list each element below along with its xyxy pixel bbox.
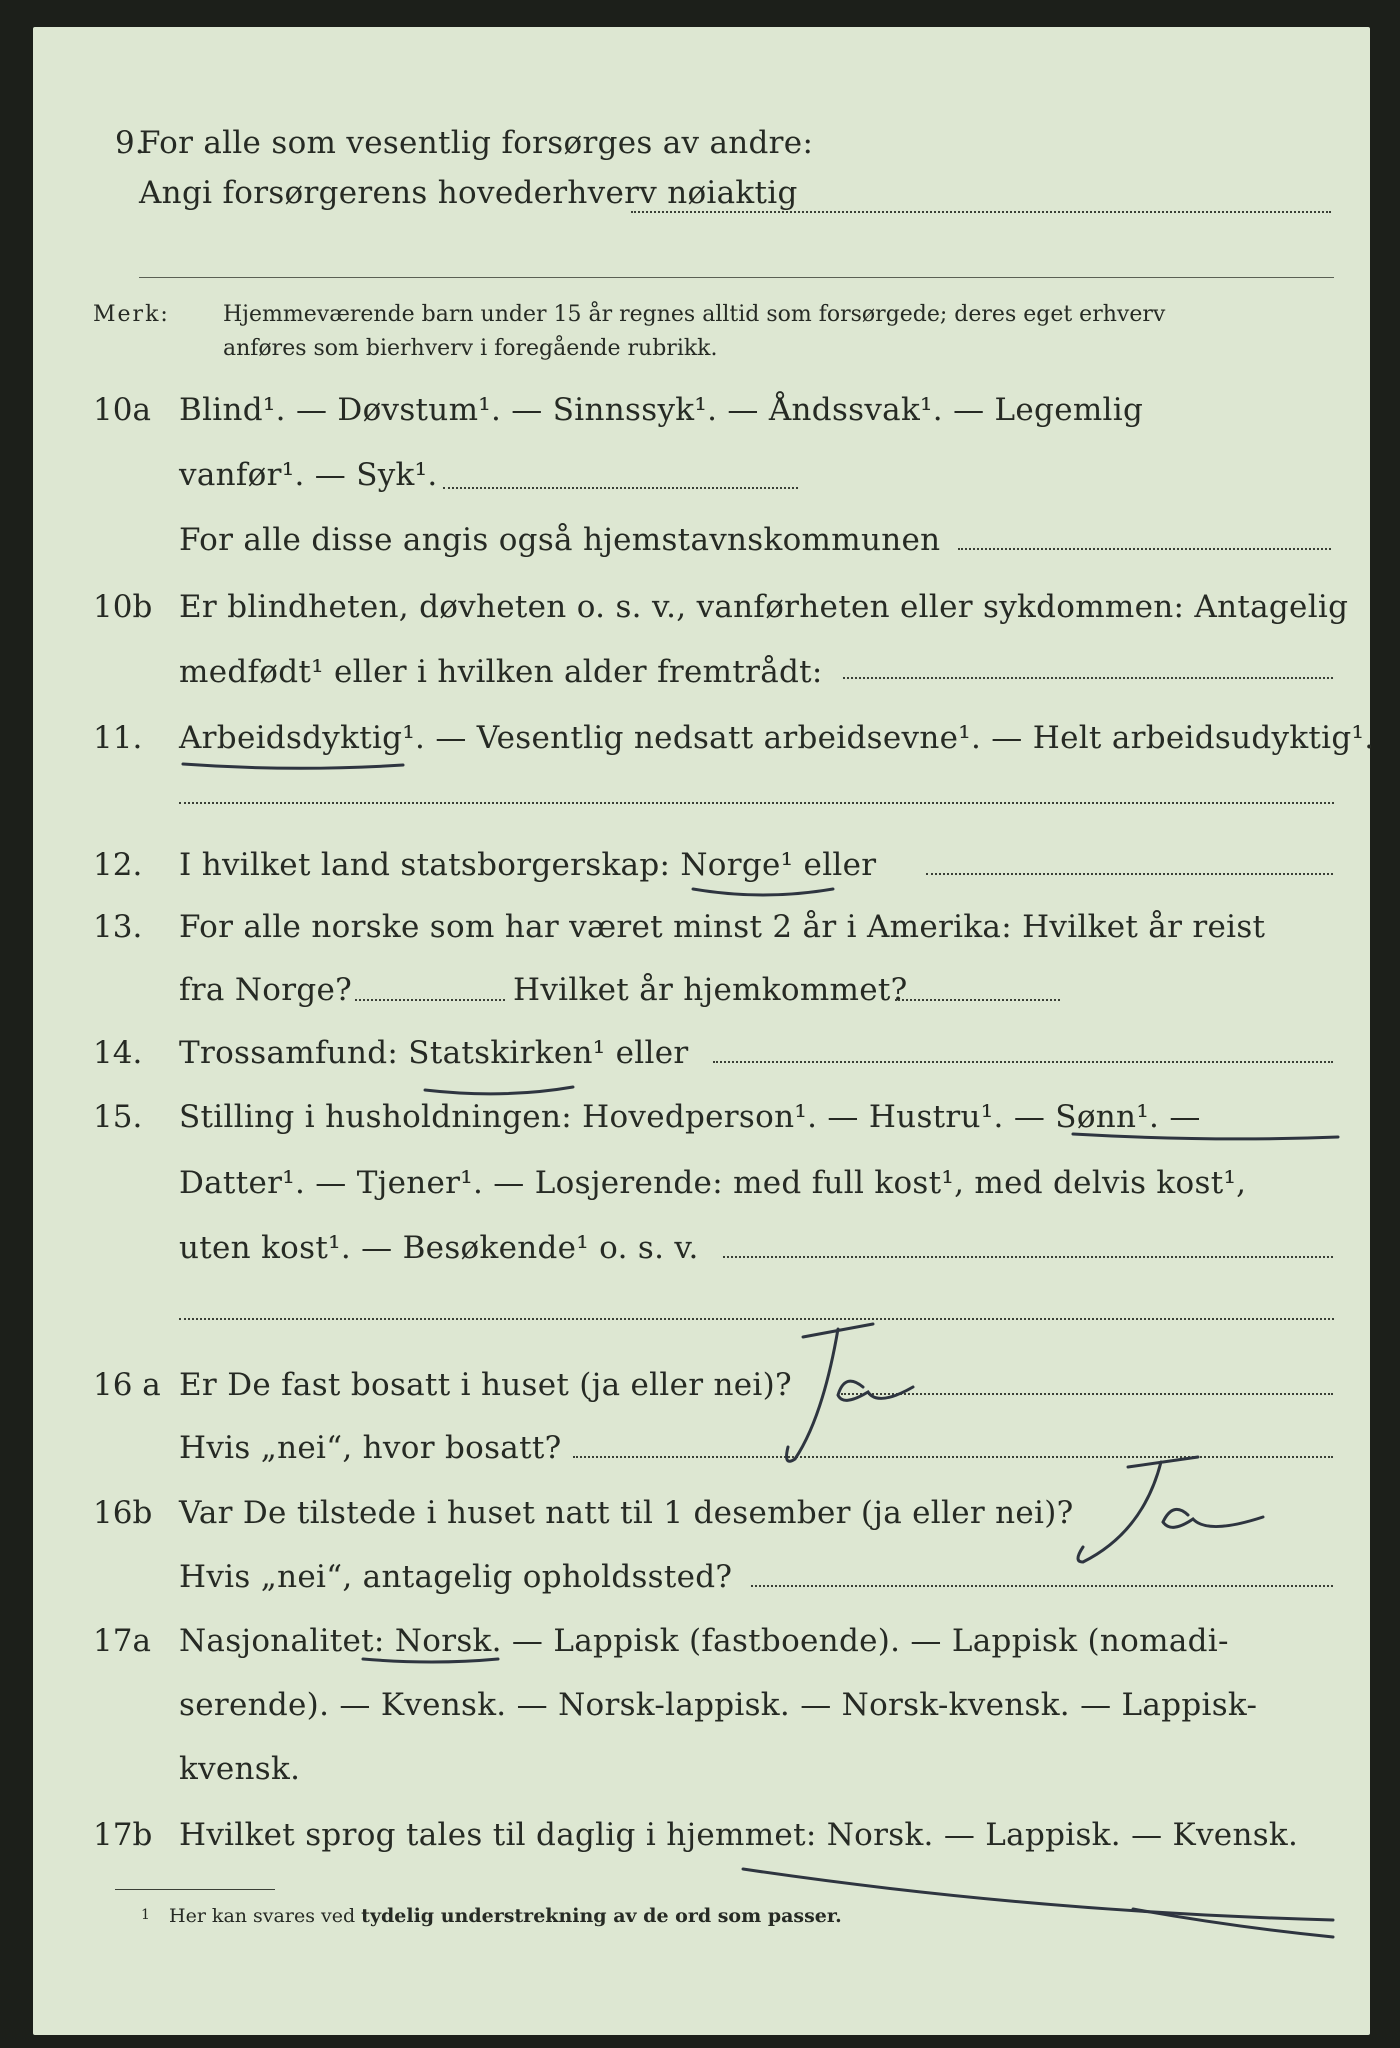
q14-line1: Trossamfund: Statskirken¹ eller: [179, 1035, 689, 1071]
merk-line2: anføres som bierhverv i foregående rubrikk.: [223, 336, 718, 361]
census-form-page: [33, 27, 1375, 2035]
q17b-number: 17b: [93, 1817, 153, 1853]
q13-line2a: fra Norge?: [179, 972, 353, 1008]
q10b-line1: Er blindheten, døvheten o. s. v., vanførheten eller sykdommen: Antagelig: [179, 589, 1349, 625]
underline-statskirken: [425, 1087, 573, 1094]
q16a-answer: [883, 1357, 885, 1358]
handwriting-layer: [33, 27, 1370, 2035]
q10b-line2: medfødt¹ eller i hvilken alder fremtrådt:: [179, 654, 823, 690]
underline-norsk-17b-end: [1133, 1909, 1333, 1937]
merk-line1: Hjemmeværende barn under 15 år regnes alltid som forsørgede; deres eget erhverv: [223, 302, 1166, 327]
q9-number: 9.: [115, 125, 145, 161]
q10b-number: 10b: [93, 589, 153, 625]
q16b-line2: Hvis „nei“, antagelig opholdssted?: [179, 1559, 733, 1595]
underline-arbeidsdyktig: [183, 764, 403, 768]
q17a-line3: kvensk.: [179, 1751, 301, 1787]
q15-line2: Datter¹. — Tjener¹. — Losjerende: med full kost¹, med delvis kost¹,: [179, 1165, 1247, 1201]
q10a-line3: For alle disse angis også hjemstavnskommunen: [179, 522, 941, 558]
underline-norsk-17a: [363, 1659, 498, 1662]
merk-label: Merk:: [93, 302, 170, 327]
q9-line1: For alle som vesentlig forsørges av andre:: [139, 125, 814, 161]
q15-number: 15.: [93, 1099, 143, 1135]
q12-line1: I hvilket land statsborgerskap: Norge¹ eller: [179, 847, 877, 883]
q16b-answer: [1213, 1487, 1215, 1488]
q17a-line1: Nasjonalitet: Norsk. — Lappisk (fastboende). — Lappisk (nomadi-: [179, 1623, 1229, 1659]
handwriting-ja-16a-a: [838, 1381, 913, 1400]
q16b-number: 16b: [93, 1495, 153, 1531]
underline-sonn: [1073, 1134, 1338, 1139]
q9-line2: Angi forsørgerens hovederhverv nøiaktig: [139, 175, 798, 211]
q16b-line1: Var De tilstede i huset natt til 1 desember (ja eller nei)?: [179, 1495, 1074, 1531]
q10a-line1: Blind¹. — Døvstum¹. — Sinnssyk¹. — Åndssvak¹. — Legemlig: [179, 392, 1144, 428]
q13-line2b: Hvilket år hjemkommet?: [513, 972, 908, 1008]
q13-line1: For alle norske som har været minst 2 år i Amerika: Hvilket år reist: [179, 909, 1266, 945]
footnote-text-normal: Her kan svares ved: [169, 1905, 356, 1927]
footnote-text-bold: tydelig understrekning av de ord som passer.: [361, 1905, 842, 1927]
q17a-number: 17a: [93, 1623, 151, 1659]
q13-number: 13.: [93, 909, 143, 945]
underline-norge: [693, 889, 833, 895]
q10a-line2: vanfør¹. — Syk¹.: [179, 457, 438, 493]
q17a-line2: serende). — Kvensk. — Norsk-lappisk. — Norsk-kvensk. — Lappisk-: [179, 1687, 1258, 1723]
q16a-line2: Hvis „nei“, hvor bosatt?: [179, 1430, 562, 1466]
q17b-line1: Hvilket sprog tales til daglig i hjemmet: Norsk. — Lappisk. — Kvensk.: [179, 1817, 1299, 1853]
handwriting-ja-16a-j: [787, 1324, 873, 1461]
q11-line1: Arbeidsdyktig¹. — Vesentlig nedsatt arbeidsevne¹. — Helt arbeidsudyktig¹.: [179, 720, 1375, 756]
footnote-mark: 1: [141, 1907, 150, 1923]
q15-line1: Stilling i husholdningen: Hovedperson¹. — Hustru¹. — Sønn¹. —: [179, 1099, 1201, 1135]
q15-line3: uten kost¹. — Besøkende¹ o. s. v.: [179, 1230, 699, 1266]
q16a-number: 16 a: [93, 1367, 161, 1403]
q14-number: 14.: [93, 1035, 143, 1071]
handwriting-ja-16b-a: [1163, 1509, 1263, 1527]
underline-norsk-17b: [743, 1869, 1333, 1920]
q11-number: 11.: [93, 720, 143, 756]
q10a-number: 10a: [93, 392, 151, 428]
q16a-line1: Er De fast bosatt i huset (ja eller nei)?: [179, 1367, 792, 1403]
q12-number: 12.: [93, 847, 143, 883]
